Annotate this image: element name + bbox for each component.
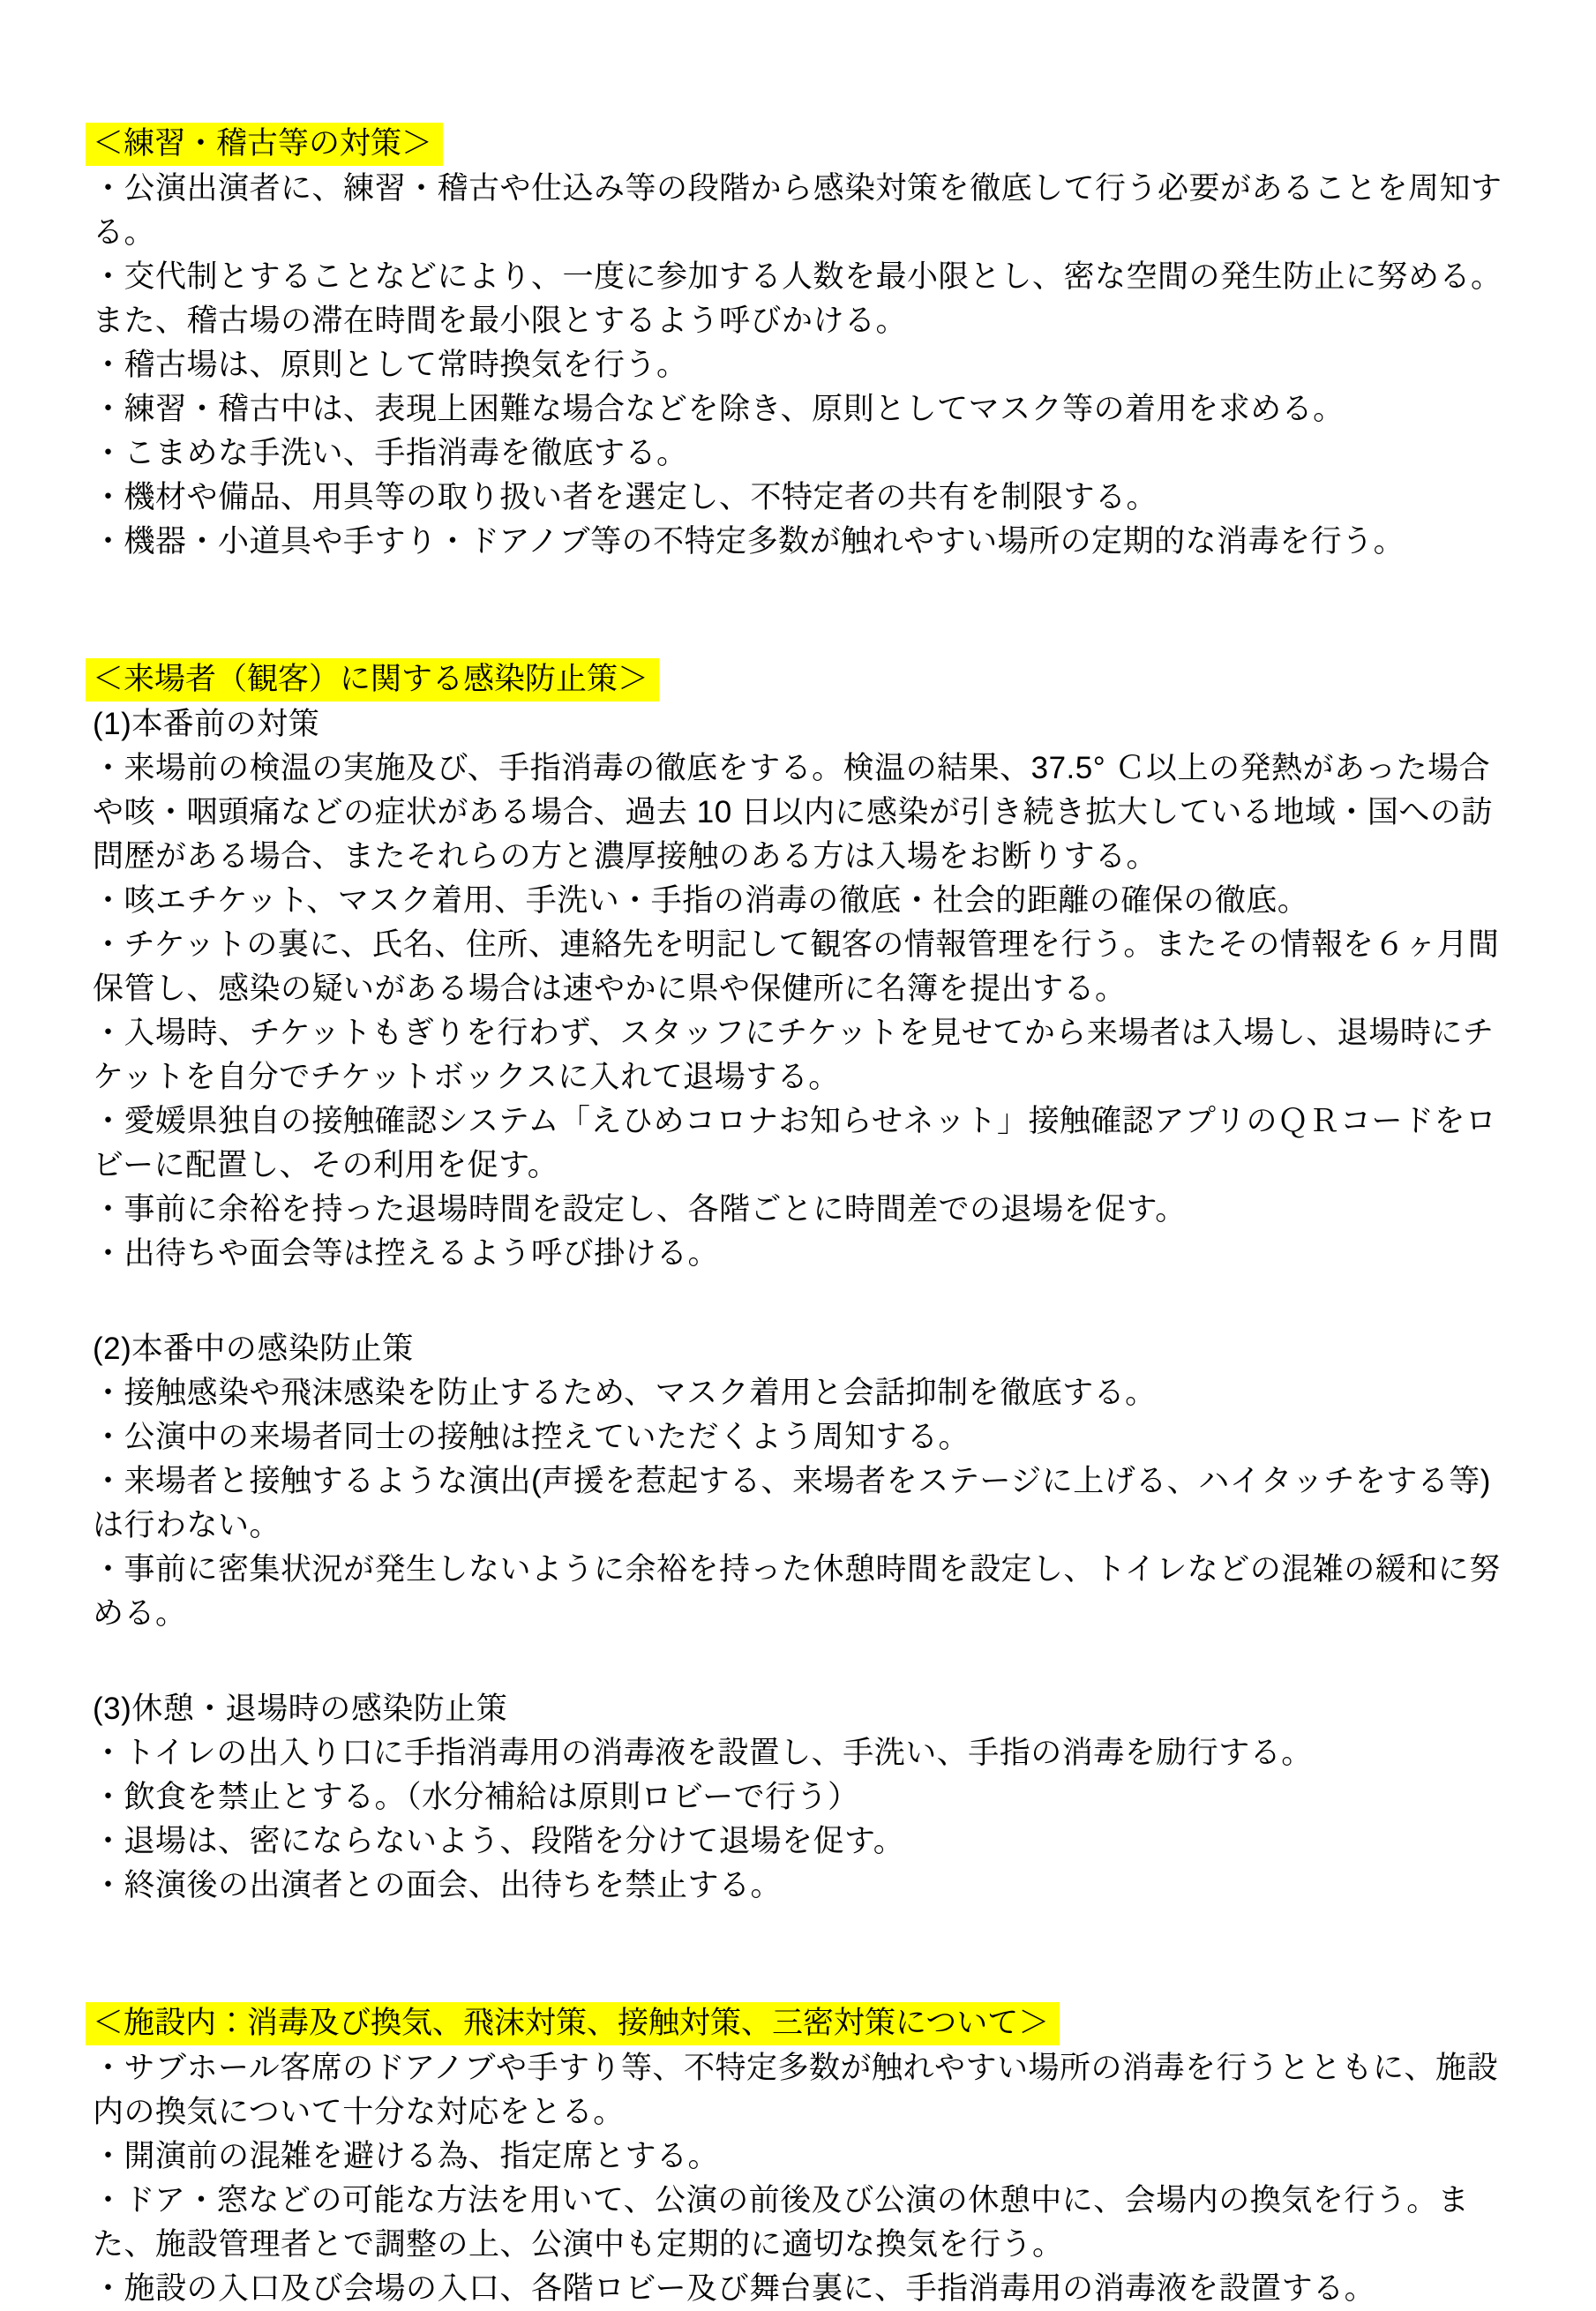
bullet-item: ・施設の入口及び会場の入口、各階ロビー及び舞台裏に、手指消毒用の消毒液を設置する。 <box>93 2271 1376 2306</box>
section-heading <box>93 122 1508 166</box>
bullet-item: ・事前に余裕を持った退場時間を設定し、各階ごとに時間差での退場を促す。 <box>93 1192 1187 1227</box>
subsection-during-performance <box>93 1327 1508 1636</box>
bullet-item: ・公演出演者に、練習・稽古や仕込み等の段階から感染対策を徹底して行う必要があることを周知する。 <box>93 171 1502 250</box>
section-heading <box>93 657 1508 702</box>
subsection-label: (1)本番前の対策 <box>93 707 320 741</box>
bullet-item: ・咳エチケット、マスク着用、手洗い・手指の消毒の徹底・社会的距離の確保の徹底。 <box>93 883 1309 918</box>
bullet-item: ・交代制とすることなどにより、一度に参加する人数を最小限とし、密な空間の発生防止に努める。また、稽古場の滞在時間を最小限とするよう呼びかける。 <box>93 259 1502 338</box>
section-facility-measures <box>93 2001 1508 2311</box>
bullet-item: ・サブホール客席のドアノブや手すり等、不特定多数が触れやすい場所の消毒を行うとともに、施設内の換気について十分な対応をとる。 <box>93 2051 1498 2129</box>
bullet-item: ・機器・小道具や手すり・ドアノブ等の不特定多数が触れやすい場所の定期的な消毒を行う。 <box>93 524 1405 559</box>
bullet-item: ・公演中の来場者同士の接触は控えていただくよう周知する。 <box>93 1420 970 1454</box>
bullet-item: ・飲食を禁止とする。（水分補給は原則ロビーで行う） <box>93 1780 859 1814</box>
bullet-item: ・愛媛県独自の接触確認システム「えひめコロナお知らせネット」接触確認アプリのＱＲコードをロビーに配置し、その利用を促す。 <box>93 1104 1497 1182</box>
highlighted-heading-text: ＜施設内：消毒及び換気、飛沫対策、接触対策、三密対策について＞ <box>86 2002 1060 2045</box>
bullet-item: ・機材や備品、用具等の取り扱い者を選定し、不特定者の共有を制限する。 <box>93 480 1158 514</box>
highlighted-heading-text: ＜練習・稽古等の対策＞ <box>86 123 443 166</box>
subsection-label: (2)本番中の感染防止策 <box>93 1332 414 1366</box>
subsection-label: (3)休憩・退場時の感染防止策 <box>93 1692 508 1726</box>
bullet-item: ・開演前の混雑を避ける為、指定席とする。 <box>93 2139 720 2173</box>
bullet-item: ・退場は、密にならないよう、段階を分けて退場を促す。 <box>93 1824 905 1858</box>
bullet-item: ・ドア・窓などの可能な方法を用いて、公演の前後及び公演の休憩中に、会場内の換気を行う。また、施設管理者とで調整の上、公演中も定期的に適切な換気を行う。 <box>93 2183 1470 2262</box>
bullet-item: ・入場時、チケットもぎりを行わず、スタッフにチケットを見せてから来場者は入場し、退場時にチケットを自分でチケットボックスに入れて退場する。 <box>93 1016 1495 1094</box>
bullet-item: ・終演後の出演者との面会、出待ちを禁止する。 <box>93 1868 783 1902</box>
subsection-break-and-exit <box>93 1687 1508 1908</box>
bullet-item: ・トイレの出入り口に手指消毒用の消毒液を設置し、手洗い、手指の消毒を励行する。 <box>93 1736 1313 1770</box>
bullet-item: ・稽古場は、原則として常時換気を行う。 <box>93 348 688 382</box>
bullet-item: ・来場前の検温の実施及び、手指消毒の徹底をする。検温の結果、37.5° Ｃ以上の発熱があった場合や咳・咽頭痛などの症状がある場合、過去 10 日以内に感染が引き続き拡大している地域・国への訪問歴がある場合、またそれらの方と濃厚接触のある方は入場をお断りする。 <box>93 751 1493 874</box>
section-practice-measures <box>93 122 1508 564</box>
subsection-before-performance <box>93 702 1508 1276</box>
section-heading <box>93 2001 1508 2045</box>
bullet-item: ・接触感染や飛沫感染を防止するため、マスク着用と会話抑制を徹底する。 <box>93 1376 1157 1410</box>
highlighted-heading-text: ＜来場者（観客）に関する感染防止策＞ <box>86 658 659 702</box>
bullet-item: ・来場者と接触するような演出(声援を惹起する、来場者をステージに上げる、ハイタッチをする等)は行わない。 <box>93 1464 1491 1542</box>
bullet-item: ・練習・稽古中は、表現上困難な場合などを除き、原則としてマスク等の着用を求める。 <box>93 392 1345 426</box>
bullet-item: ・こまめな手洗い、手指消毒を徹底する。 <box>93 436 688 470</box>
section-visitor-measures <box>93 657 1508 1908</box>
bullet-item: ・チケットの裏に、氏名、住所、連絡先を明記して観客の情報管理を行う。またその情報を６ヶ月間保管し、感染の疑いがある場合は速やかに県や保健所に名簿を提出する。 <box>93 927 1500 1006</box>
bullet-item: ・事前に密集状況が発生しないように余裕を持った休憩時間を設定し、トイレなどの混雑の緩和に努める。 <box>93 1552 1501 1631</box>
bullet-item: ・出待ちや面会等は控えるよう呼び掛ける。 <box>93 1236 720 1271</box>
